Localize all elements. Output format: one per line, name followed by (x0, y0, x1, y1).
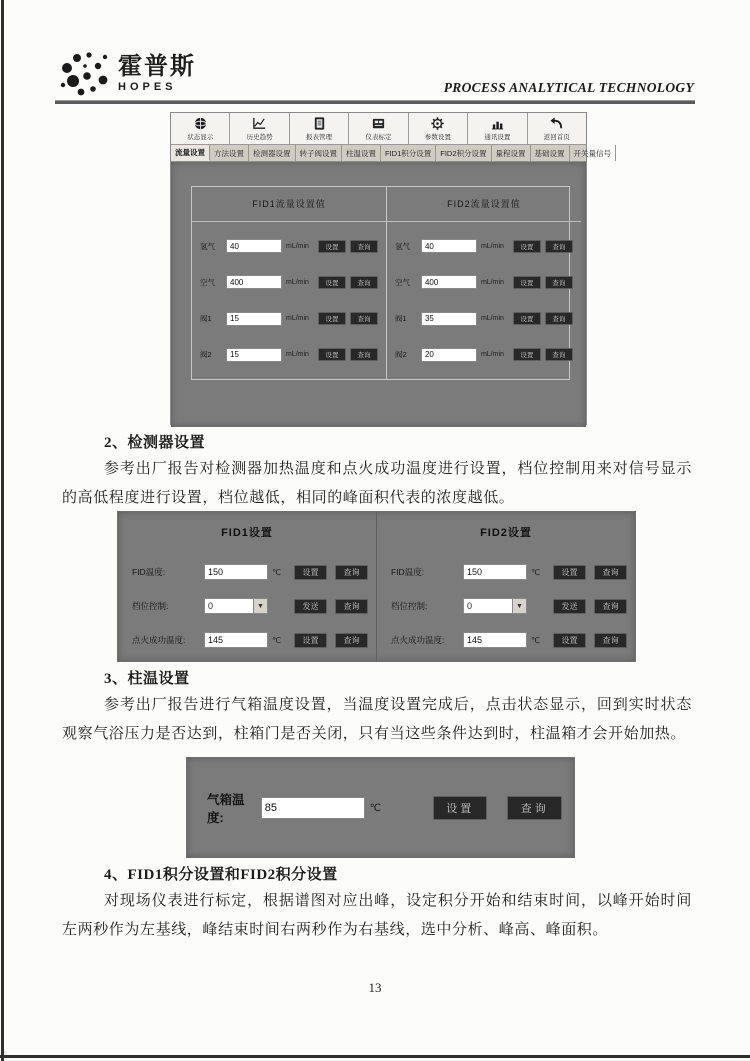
toolbar-item-label: 参数设置 (424, 134, 451, 141)
field-label: 点火成功温度: (391, 635, 445, 645)
unit-label: mL/min (480, 315, 504, 323)
field-label: FID温度: (132, 567, 166, 577)
query-button[interactable]: 查询 (545, 276, 573, 289)
set-button[interactable]: 设置 (553, 565, 586, 580)
tab-fid1-integral-settings[interactable]: FID1积分设置 (381, 145, 436, 161)
fid-temp-row (132, 564, 368, 580)
set-button[interactable]: 设置 (318, 312, 346, 325)
flow-row-hydrogen (395, 239, 573, 253)
fid2-settings-panel (376, 512, 635, 661)
toolbar-comm-settings[interactable] (468, 113, 527, 144)
oven-temp-screenshot (186, 757, 575, 858)
unit-label: ℃ (272, 567, 281, 577)
unit-label: ℃ (531, 567, 540, 577)
unit-label: mL/min (286, 351, 309, 359)
flow-settings-screenshot (170, 112, 612, 425)
toolbar-item-label: 仪表标定 (365, 134, 392, 141)
flow-value-input[interactable] (421, 275, 477, 289)
ignition-temp-row (132, 632, 368, 648)
unit-label: mL/min (286, 315, 309, 323)
gas-label: 阀2 (394, 350, 407, 360)
tab-flow-settings[interactable]: 流量设置 (171, 145, 210, 161)
comm-settings-icon (490, 116, 505, 131)
tab-column-temp-settings[interactable]: 柱温设置 (342, 145, 381, 161)
unit-label: mL/min (480, 351, 504, 359)
unit-label: ℃ (531, 635, 540, 645)
toolbar (171, 113, 586, 145)
chevron-down-icon: ▼ (512, 599, 526, 613)
fid-temp-input[interactable] (204, 564, 268, 580)
logo-chinese-name: 霍普斯 (118, 53, 196, 80)
report-manage-icon (312, 116, 327, 131)
toolbar-return-home[interactable] (528, 113, 586, 144)
molecule-dots-icon (58, 48, 112, 100)
flow-row-air (200, 275, 378, 289)
fid1-flow-title: FID1流量设置值 (192, 187, 386, 222)
section3-body: 参考出厂报告进行气箱温度设置，当温度设置完成后，点击状态显示，回到实时状态观察气浴压力是否达到，柱箱门是否关闭，只有当这些条件达到时，柱温箱才会开始加热。 (62, 697, 692, 742)
section2-body: 参考出厂报告对检测器加热温度和点火成功温度进行设置，档位控制用来对信号显示的高低程度进行设置，档位越低，相同的峰面积代表的浓度越低。 (62, 461, 692, 506)
field-label: 档位控制: (391, 601, 428, 611)
fid1-flow-column (192, 187, 386, 379)
flow-value-input[interactable] (226, 348, 282, 362)
gas-label: 阀2 (200, 350, 212, 360)
section2-heading: 2、检测器设置 (104, 435, 206, 451)
unit-label: mL/min (480, 242, 504, 250)
toolbar-history-trend[interactable] (230, 113, 289, 144)
section3-heading: 3、柱温设置 (104, 671, 190, 687)
field-label: FID温度: (391, 567, 425, 577)
header-rule (55, 100, 695, 104)
toolbar-parameter-settings[interactable] (409, 113, 468, 144)
tab-range-settings[interactable]: 量程设置 (492, 145, 531, 161)
status-display-icon (193, 116, 208, 131)
set-button[interactable]: 设置 (294, 633, 327, 648)
query-button[interactable]: 查询 (594, 599, 627, 614)
field-label: 点火成功温度: (132, 635, 186, 645)
tab-detector-settings[interactable]: 检测器设置 (249, 145, 296, 161)
query-button[interactable]: 查询 (545, 312, 573, 325)
toolbar-instrument-calibration[interactable] (349, 113, 408, 144)
toolbar-item-label: 历史趋势 (246, 134, 273, 141)
send-button[interactable]: 发送 (553, 599, 586, 614)
toolbar-item-label: 报表管理 (306, 134, 333, 141)
ignition-temp-row (391, 632, 627, 648)
ignition-temp-input[interactable] (204, 632, 268, 648)
toolbar-item-label: 通讯设置 (484, 134, 511, 141)
gas-label: 阀1 (394, 314, 407, 324)
section4-heading: 4、FID1积分设置和FID2积分设置 (104, 867, 338, 883)
toolbar-status-display[interactable] (171, 113, 230, 144)
gas-label: 空气 (200, 277, 215, 287)
gas-label: 空气 (394, 277, 410, 287)
flow-value-input[interactable] (421, 239, 477, 253)
toolbar-report-manage[interactable] (290, 113, 349, 144)
query-button[interactable]: 查询 (350, 276, 378, 289)
fid2-flow-title: FID2流量设置值 (387, 187, 581, 222)
settings-tab-bar (171, 145, 612, 162)
tab-switch-signal[interactable]: 开关量信号 (570, 145, 617, 161)
tab-method-settings[interactable]: 方法设置 (210, 145, 249, 161)
oven-temp-row (207, 790, 562, 826)
flow-row-valve2 (395, 348, 573, 362)
query-button[interactable]: 查询 (350, 348, 378, 361)
gear-level-select[interactable] (463, 598, 527, 614)
gear-level-row (132, 598, 368, 614)
set-button[interactable]: 设置 (553, 633, 586, 648)
send-button[interactable]: 发送 (294, 599, 327, 614)
flow-row-hydrogen (200, 239, 378, 253)
unit-label: ℃ (272, 635, 281, 645)
oven-temp-label: 气箱温度: (207, 793, 245, 825)
flow-value-input[interactable] (421, 312, 477, 326)
set-button[interactable]: 设置 (513, 348, 541, 361)
header-tagline: PROCESS ANALYTICAL TECHNOLOGY (443, 80, 694, 95)
toolbar-item-label: 返回首页 (543, 134, 570, 141)
fid2-settings-title: FID2设置 (480, 527, 532, 539)
query-button[interactable]: 查询 (545, 240, 573, 253)
flow-groupbox (191, 186, 570, 380)
gear-level-value: 0 (208, 601, 214, 611)
set-button[interactable]: 设置 (513, 312, 541, 325)
query-button[interactable]: 查询 (350, 240, 378, 253)
fid1-settings-title: FID1设置 (221, 527, 273, 539)
company-logo (58, 48, 196, 100)
tab-fid2-integral-settings[interactable]: FID2积分设置 (436, 145, 491, 161)
unit-label: mL/min (480, 278, 504, 286)
gear-level-value: 0 (467, 601, 473, 611)
tab-basic-settings[interactable]: 基础设置 (531, 145, 570, 161)
fid-temp-input[interactable] (463, 564, 527, 580)
flow-value-input[interactable] (226, 239, 282, 253)
flow-value-input[interactable] (226, 312, 282, 326)
unit-label: ℃ (369, 802, 381, 814)
tab-rotor-valve-settings[interactable]: 转子阀设置 (296, 145, 343, 161)
flow-row-valve2 (200, 348, 378, 362)
flow-value-input[interactable] (226, 275, 282, 289)
set-button[interactable]: 设置 (433, 796, 488, 820)
query-button[interactable]: 查询 (545, 348, 573, 361)
section4-body: 对现场仪表进行标定，根据谱图对应出峰，设定积分开始和结束时间，以峰开始时间左两秒作为左基线，峰结束时间右两秒作为右基线，选中分析、峰高、峰面积。 (62, 893, 692, 938)
parameter-settings-icon (430, 116, 445, 131)
flow-settings-panel (171, 162, 586, 427)
flow-row-air (395, 275, 573, 289)
query-button[interactable]: 查询 (350, 312, 378, 325)
detector-settings-screenshot (117, 511, 636, 662)
history-trend-icon (252, 116, 267, 131)
query-button[interactable]: 查询 (507, 796, 562, 820)
query-button[interactable]: 查询 (594, 565, 627, 580)
gas-label: 氢气 (394, 241, 410, 251)
set-button[interactable]: 设置 (513, 240, 541, 253)
fid1-settings-panel (118, 512, 376, 661)
field-label: 档位控制: (132, 601, 169, 611)
unit-label: mL/min (286, 278, 309, 286)
unit-label: mL/min (286, 242, 309, 250)
gas-label: 阀1 (200, 314, 212, 324)
ignition-temp-input[interactable] (463, 632, 527, 648)
flow-value-input[interactable] (421, 348, 477, 362)
query-button[interactable]: 查询 (335, 599, 368, 614)
set-button[interactable]: 设置 (318, 276, 346, 289)
page-number: 13 (368, 980, 382, 995)
return-home-icon (549, 116, 564, 131)
set-button[interactable]: 设置 (513, 276, 541, 289)
oven-temp-input[interactable] (261, 797, 365, 819)
query-button[interactable]: 查询 (335, 565, 368, 580)
toolbar-item-label: 状态显示 (187, 134, 214, 141)
scan-edge (1, 0, 4, 1061)
fid-temp-row (391, 564, 627, 580)
gas-label: 氢气 (200, 241, 215, 251)
query-button[interactable]: 查询 (594, 633, 627, 648)
set-button[interactable]: 设置 (318, 240, 346, 253)
chevron-down-icon: ▼ (253, 599, 267, 613)
gear-level-select[interactable] (204, 598, 268, 614)
gear-level-row (391, 598, 627, 614)
query-button[interactable]: 查询 (335, 633, 368, 648)
logo-english-name: HOPES (118, 81, 177, 93)
fid2-flow-column (386, 187, 581, 379)
instrument-calibration-icon (371, 116, 386, 131)
set-button[interactable]: 设置 (294, 565, 327, 580)
flow-row-valve1 (200, 312, 378, 326)
set-button[interactable]: 设置 (318, 348, 346, 361)
scan-edge (0, 1055, 750, 1058)
flow-row-valve1 (395, 312, 573, 326)
